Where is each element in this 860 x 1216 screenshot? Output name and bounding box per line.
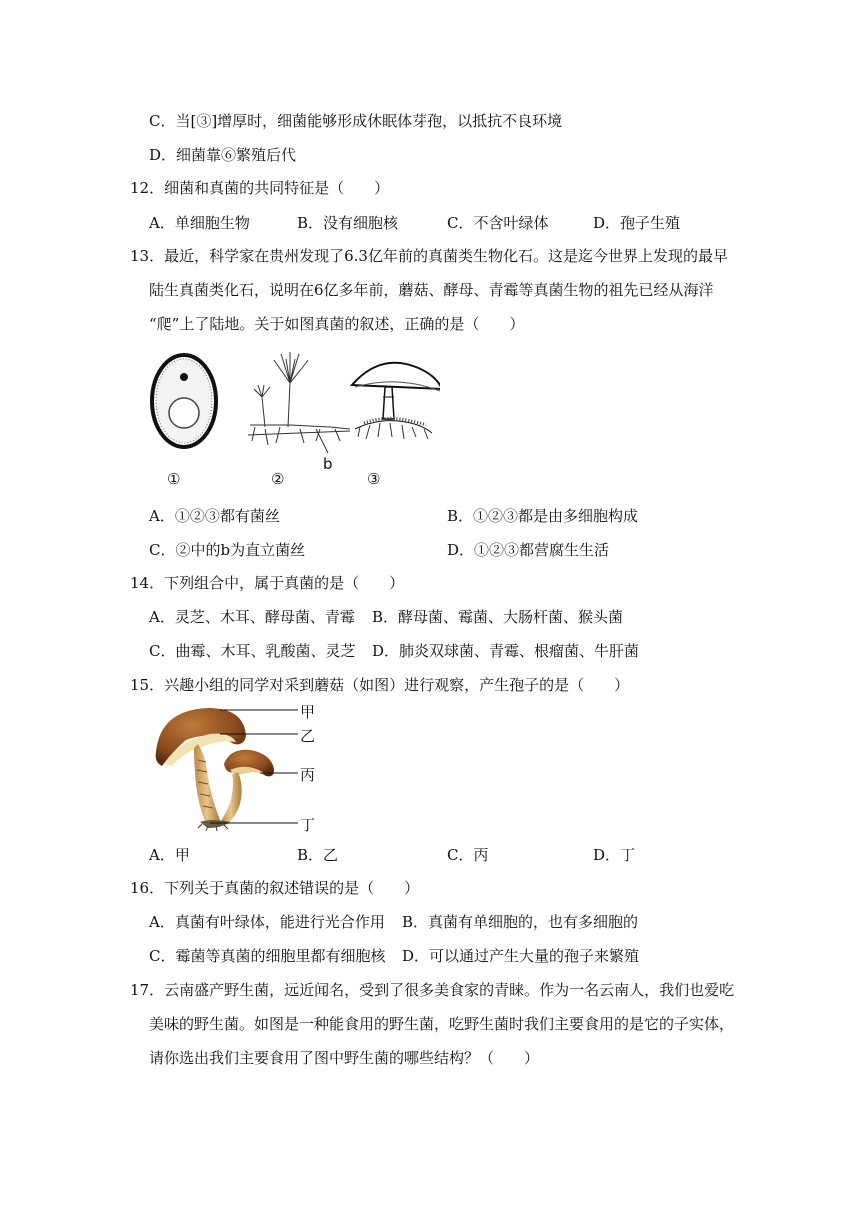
q15-mushroom-figure bbox=[150, 700, 300, 835]
q14-option-b: B．酵母菌、霉菌、大肠杆菌、猴头菌 bbox=[372, 608, 624, 626]
q15-label-yi: 乙 bbox=[300, 727, 316, 745]
q13-stem-line-2: 陆生真菌类化石，说明在6亿多年前，蘑菇、酵母、青霉等真菌生物的祖先已经从海洋 bbox=[149, 281, 714, 299]
q15-stem: 15．兴趣小组的同学对采到蘑菇（如图）进行观察，产生孢子的是（ ） bbox=[130, 676, 630, 694]
q14-option-c: C．曲霉、木耳、乳酸菌、灵芝 bbox=[149, 642, 356, 660]
q12-option-b: B．没有细胞核 bbox=[297, 214, 399, 232]
q15-option-d: D．丁 bbox=[593, 846, 636, 864]
q15-label-jia: 甲 bbox=[300, 703, 316, 721]
q15-label-ding: 丁 bbox=[300, 816, 316, 834]
q15-option-b: B．乙 bbox=[297, 846, 339, 864]
q13-figure-label-3: ③ bbox=[367, 470, 381, 488]
q12-option-a: A．单细胞生物 bbox=[149, 214, 250, 232]
q13-option-d: D．①②③都营腐生生活 bbox=[447, 541, 610, 559]
q16-option-a: A．真菌有叶绿体，能进行光合作用 bbox=[149, 913, 385, 931]
q13-fungi-figure bbox=[140, 345, 440, 495]
q15-option-c: C．丙 bbox=[447, 846, 489, 864]
q13-figure-label-1: ① bbox=[167, 470, 181, 488]
q15-label-bing: 丙 bbox=[300, 766, 316, 784]
q13-figure-label-2: ② bbox=[271, 470, 285, 488]
q13-stem-line-1: 13．最近，科学家在贵州发现了6.3亿年前的真菌类生物化石。这是迄今世界上发现的最早 bbox=[130, 247, 728, 265]
q12-option-c: C．不含叶绿体 bbox=[447, 214, 549, 232]
q12-stem: 12．细菌和真菌的共同特征是（ ） bbox=[130, 179, 390, 197]
q13-option-a: A．①②③都有菌丝 bbox=[149, 507, 280, 525]
q14-option-a: A．灵芝、木耳、酵母菌、青霉 bbox=[149, 608, 355, 626]
q12-option-d: D．孢子生殖 bbox=[593, 214, 681, 232]
q11-option-c: C．当[③]增厚时，细菌能够形成休眠体芽孢，以抵抗不良环境 bbox=[149, 112, 563, 130]
mold-drawing bbox=[248, 352, 350, 453]
q13-figure-label-b: b bbox=[323, 455, 333, 473]
q16-option-d: D．可以通过产生大量的孢子来繁殖 bbox=[402, 947, 640, 965]
mushroom-line-drawing bbox=[352, 363, 440, 439]
q17-stem-line-1: 17．云南盛产野生菌，远近闻名，受到了很多美食家的青睐。作为一名云南人，我们也爱吃 bbox=[130, 981, 735, 999]
q13-option-c: C．②中的b为直立菌丝 bbox=[149, 541, 306, 559]
q16-option-b: B．真菌有单细胞的，也有多细胞的 bbox=[402, 913, 639, 931]
q16-option-c: C．霉菌等真菌的细胞里都有细胞核 bbox=[149, 947, 386, 965]
q14-stem: 14．下列组合中，属于真菌的是（ ） bbox=[130, 574, 405, 592]
q14-option-d: D．肺炎双球菌、青霉、根瘤菌、牛肝菌 bbox=[372, 642, 640, 660]
q15-option-a: A．甲 bbox=[149, 846, 190, 864]
q17-stem-line-3: 请你选出我们主要食用了图中野生菌的哪些结构？（ ） bbox=[149, 1049, 540, 1067]
q11-option-d: D．细菌靠⑥繁殖后代 bbox=[149, 146, 297, 164]
q13-stem-line-3: “爬”上了陆地。关于如图真菌的叙述，正确的是（ ） bbox=[149, 315, 525, 333]
q16-stem: 16．下列关于真菌的叙述错误的是（ ） bbox=[130, 879, 420, 897]
q17-stem-line-2: 美味的野生菌。如图是一种能食用的野生菌，吃野生菌时我们主要食用的是它的子实体， bbox=[149, 1015, 735, 1033]
q13-option-b: B．①②③都是由多细胞构成 bbox=[447, 507, 639, 525]
yeast-cell-drawing bbox=[152, 355, 216, 447]
